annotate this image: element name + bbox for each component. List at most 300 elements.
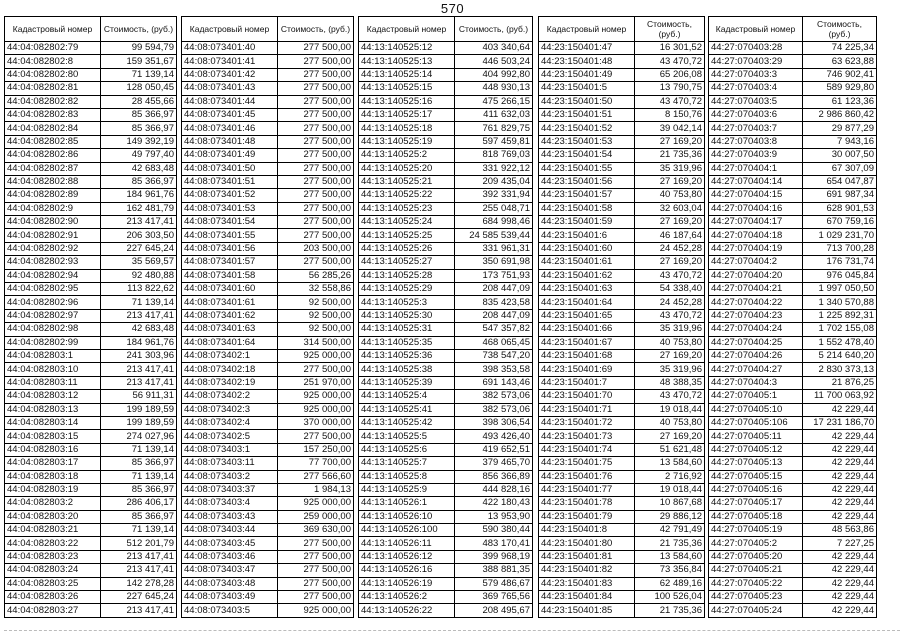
cadastral-number-cell: 44:13:140525:2	[359, 149, 455, 162]
cost-cell: 71 139,14	[101, 470, 177, 483]
table-row	[709, 122, 877, 135]
table-row	[539, 390, 705, 403]
cost-cell: 21 735,36	[635, 149, 705, 162]
cadastral-number-cell: 44:27:070403:9	[709, 149, 803, 162]
cost-cell: 42 229,44	[803, 443, 877, 456]
cadastral-number-cell: 44:04:082802:93	[5, 256, 101, 269]
cost-cell: 274 027,96	[101, 430, 177, 443]
cost-cell: 475 266,15	[455, 95, 533, 108]
cost-cell: 85 366,97	[101, 483, 177, 496]
table-row	[182, 202, 354, 215]
cost-cell: 277 500,00	[278, 135, 354, 148]
cadastral-number-cell: 44:23:150401:60	[539, 242, 635, 255]
cost-cell: 925 000,00	[278, 349, 354, 362]
table-row	[709, 403, 877, 416]
cost-cell: 99 594,79	[101, 42, 177, 55]
table-block-3	[358, 16, 533, 618]
table-row	[182, 483, 354, 496]
cadastral-number-cell: 44:04:082803:26	[5, 591, 101, 604]
cost-cell: 43 470,72	[635, 55, 705, 68]
cost-cell: 203 500,00	[278, 242, 354, 255]
header-cadastral: Кадастровый номер	[182, 17, 278, 42]
table-row	[539, 349, 705, 362]
cost-cell: 27 169,20	[635, 216, 705, 229]
cadastral-number-cell: 44:13:140525:17	[359, 108, 455, 121]
cadastral-number-cell: 44:04:082802:88	[5, 175, 101, 188]
cadastral-number-cell: 44:27:070403:8	[709, 135, 803, 148]
cost-cell: 277 500,00	[278, 564, 354, 577]
table-row	[5, 577, 177, 590]
table-row	[5, 229, 177, 242]
table-row	[539, 229, 705, 242]
cost-cell: 314 500,00	[278, 336, 354, 349]
cadastral-number-cell: 44:04:082803:21	[5, 524, 101, 537]
cadastral-number-cell: 44:23:150401:62	[539, 269, 635, 282]
cadastral-number-cell: 44:04:082802:98	[5, 323, 101, 336]
table-row	[182, 497, 354, 510]
cadastral-number-cell: 44:23:150401:57	[539, 189, 635, 202]
cost-cell: 213 417,41	[101, 216, 177, 229]
cost-cell: 835 423,58	[455, 296, 533, 309]
table-row	[359, 323, 533, 336]
cost-cell: 32 603,04	[635, 202, 705, 215]
cadastral-number-cell: 44:08:073401:63	[182, 323, 278, 336]
cadastral-number-cell: 44:23:150401:50	[539, 95, 635, 108]
table-row	[5, 42, 177, 55]
cadastral-number-cell: 44:23:150401:8	[539, 524, 635, 537]
cadastral-number-cell: 44:04:082802:81	[5, 82, 101, 95]
cadastral-number-cell: 44:23:150401:78	[539, 497, 635, 510]
cadastral-number-cell: 44:27:070403:7	[709, 122, 803, 135]
cost-cell: 62 489,16	[635, 577, 705, 590]
cost-cell: 21 735,36	[635, 604, 705, 617]
cost-cell: 227 645,24	[101, 591, 177, 604]
cadastral-number-cell: 44:23:150401:53	[539, 135, 635, 148]
cost-cell: 761 829,75	[455, 122, 533, 135]
table-row	[709, 283, 877, 296]
cadastral-number-cell: 44:27:070403:3	[709, 68, 803, 81]
table-row	[709, 604, 877, 617]
cadastral-number-cell: 44:04:082802:94	[5, 269, 101, 282]
cadastral-number-cell: 44:08:073402:4	[182, 416, 278, 429]
cadastral-number-cell: 44:23:150401:48	[539, 55, 635, 68]
cadastral-number-cell: 44:08:073402:1	[182, 349, 278, 362]
table-row	[5, 349, 177, 362]
cost-cell: 1 029 231,70	[803, 229, 877, 242]
table-row	[5, 149, 177, 162]
cost-cell: 42 683,48	[101, 162, 177, 175]
cadastral-number-cell: 44:08:073401:50	[182, 162, 278, 175]
table-row	[5, 323, 177, 336]
table-row	[709, 457, 877, 470]
cost-cell: 149 392,19	[101, 135, 177, 148]
cadastral-number-cell: 44:23:150401:52	[539, 122, 635, 135]
table-row	[709, 296, 877, 309]
table-row	[182, 564, 354, 577]
table-row	[709, 336, 877, 349]
table-row	[182, 577, 354, 590]
cadastral-number-cell: 44:23:150401:7	[539, 376, 635, 389]
table-row	[5, 283, 177, 296]
cadastral-number-cell: 44:04:082802:85	[5, 135, 101, 148]
table-row	[5, 363, 177, 376]
cost-cell: 24 452,28	[635, 242, 705, 255]
cost-cell: 42 229,44	[803, 550, 877, 563]
cadastral-number-cell: 44:08:073403:43	[182, 510, 278, 523]
table-row	[5, 108, 177, 121]
cadastral-number-cell: 44:08:073401:44	[182, 95, 278, 108]
cadastral-number-cell: 44:27:070403:6	[709, 108, 803, 121]
cadastral-number-cell: 44:13:140525:12	[359, 42, 455, 55]
cadastral-number-cell: 44:27:070405:106	[709, 416, 803, 429]
cost-cell: 85 366,97	[101, 457, 177, 470]
cost-cell: 512 201,79	[101, 537, 177, 550]
cadastral-number-cell: 44:23:150401:49	[539, 68, 635, 81]
table-body	[709, 42, 877, 618]
cost-cell: 173 751,93	[455, 269, 533, 282]
cost-cell: 398 353,58	[455, 363, 533, 376]
cadastral-number-cell: 44:08:073403:45	[182, 537, 278, 550]
cost-cell: 419 652,51	[455, 443, 533, 456]
table-row	[539, 510, 705, 523]
table-row	[709, 55, 877, 68]
table-row	[709, 430, 877, 443]
cost-cell: 277 500,00	[278, 175, 354, 188]
cost-cell: 13 584,60	[635, 550, 705, 563]
table-row	[182, 162, 354, 175]
table-row	[359, 162, 533, 175]
table-row	[182, 229, 354, 242]
table-row	[539, 149, 705, 162]
cost-cell: 24 452,28	[635, 296, 705, 309]
cost-cell: 176 731,74	[803, 256, 877, 269]
cost-cell: 61 123,36	[803, 95, 877, 108]
table-row	[359, 202, 533, 215]
cadastral-number-cell: 44:04:082802:87	[5, 162, 101, 175]
cadastral-number-cell: 44:04:082803:24	[5, 564, 101, 577]
header-cost: Стоимость, (руб.)	[803, 17, 877, 42]
cadastral-number-cell: 44:13:140525:36	[359, 349, 455, 362]
cadastral-number-cell: 44:23:150401:76	[539, 470, 635, 483]
cost-cell: 446 503,24	[455, 55, 533, 68]
cadastral-number-cell: 44:23:150401:84	[539, 591, 635, 604]
table-row	[709, 470, 877, 483]
cost-cell: 85 366,97	[101, 122, 177, 135]
cadastral-number-cell: 44:04:082803:2	[5, 497, 101, 510]
table-row	[709, 416, 877, 429]
cadastral-number-cell: 44:13:140525:15	[359, 82, 455, 95]
cadastral-number-cell: 44:27:070403:5	[709, 95, 803, 108]
cost-cell: 589 929,80	[803, 82, 877, 95]
cost-cell: 40 753,80	[635, 336, 705, 349]
cost-cell: 483 170,41	[455, 537, 533, 550]
cadastral-number-cell: 44:23:150401:56	[539, 175, 635, 188]
cost-cell: 128 050,45	[101, 82, 177, 95]
cadastral-number-cell: 44:23:150401:77	[539, 483, 635, 496]
table-row	[359, 108, 533, 121]
table-row	[359, 82, 533, 95]
cadastral-number-cell: 44:08:073403:1	[182, 443, 278, 456]
table-row	[539, 323, 705, 336]
cadastral-number-cell: 44:23:150401:66	[539, 323, 635, 336]
cadastral-number-cell: 44:13:140525:42	[359, 416, 455, 429]
cost-cell: 48 563,86	[803, 524, 877, 537]
cost-cell: 277 500,00	[278, 68, 354, 81]
cost-cell: 42 229,44	[803, 591, 877, 604]
cadastral-number-cell: 44:08:073403:49	[182, 591, 278, 604]
cost-cell: 251 970,00	[278, 376, 354, 389]
table-row	[359, 470, 533, 483]
cadastral-number-cell: 44:27:070405:2	[709, 537, 803, 550]
cadastral-number-cell: 44:23:150401:68	[539, 349, 635, 362]
cadastral-number-cell: 44:04:082802:84	[5, 122, 101, 135]
cost-cell: 277 500,00	[278, 430, 354, 443]
table-row	[709, 591, 877, 604]
cadastral-number-cell: 44:04:082803:17	[5, 457, 101, 470]
table-row	[5, 430, 177, 443]
cadastral-number-cell: 44:04:082802:79	[5, 42, 101, 55]
table-row	[539, 175, 705, 188]
cost-cell: 331 922,12	[455, 162, 533, 175]
cost-cell: 2 716,92	[635, 470, 705, 483]
table-row	[539, 336, 705, 349]
cost-cell: 277 500,00	[278, 189, 354, 202]
table-row	[539, 577, 705, 590]
cadastral-number-cell: 44:08:073401:53	[182, 202, 278, 215]
cadastral-number-cell: 44:04:082803:11	[5, 376, 101, 389]
cost-cell: 350 691,98	[455, 256, 533, 269]
cost-cell: 29 886,12	[635, 510, 705, 523]
cost-cell: 27 169,20	[635, 349, 705, 362]
cost-cell: 74 225,34	[803, 42, 877, 55]
cadastral-number-cell: 44:08:073401:57	[182, 256, 278, 269]
table-row	[359, 42, 533, 55]
table-row	[709, 443, 877, 456]
cadastral-number-cell: 44:08:073401:46	[182, 122, 278, 135]
cost-cell: 213 417,41	[101, 309, 177, 322]
cost-cell: 43 470,72	[635, 390, 705, 403]
table-row	[359, 95, 533, 108]
table-row	[182, 604, 354, 617]
cadastral-number-cell: 44:13:140526:16	[359, 564, 455, 577]
cadastral-number-cell: 44:04:082803:25	[5, 577, 101, 590]
cost-cell: 398 306,54	[455, 416, 533, 429]
cost-cell: 17 231 186,70	[803, 416, 877, 429]
table-row	[5, 135, 177, 148]
cadastral-number-cell: 44:27:070405:18	[709, 510, 803, 523]
cadastral-number-cell: 44:23:150401:75	[539, 457, 635, 470]
cadastral-number-cell: 44:27:070405:11	[709, 430, 803, 443]
cost-cell: 277 500,00	[278, 42, 354, 55]
cost-cell: 43 470,72	[635, 95, 705, 108]
table-row	[182, 216, 354, 229]
cost-cell: 42 229,44	[803, 510, 877, 523]
table-row	[5, 564, 177, 577]
table-row	[359, 363, 533, 376]
cadastral-number-cell: 44:13:140525:39	[359, 376, 455, 389]
table-row	[359, 309, 533, 322]
table-row	[709, 537, 877, 550]
table-row	[709, 175, 877, 188]
cadastral-number-cell: 44:08:073402:5	[182, 430, 278, 443]
table-row	[359, 524, 533, 537]
cost-cell: 48 388,35	[635, 376, 705, 389]
table-row	[539, 604, 705, 617]
cost-cell: 1 984,13	[278, 483, 354, 496]
cost-cell: 7 227,25	[803, 537, 877, 550]
table-row	[709, 577, 877, 590]
cost-cell: 184 961,76	[101, 336, 177, 349]
cost-cell: 259 000,00	[278, 510, 354, 523]
table-row	[709, 68, 877, 81]
cost-cell: 13 790,75	[635, 82, 705, 95]
cadastral-number-cell: 44:08:073403:48	[182, 577, 278, 590]
cost-cell: 63 623,88	[803, 55, 877, 68]
table-row	[539, 363, 705, 376]
cost-cell: 21 876,25	[803, 376, 877, 389]
cadastral-number-cell: 44:08:073401:52	[182, 189, 278, 202]
cadastral-number-cell: 44:13:140525:23	[359, 202, 455, 215]
header-cost: Стоимость, (руб.)	[635, 17, 705, 42]
cost-cell: 277 500,00	[278, 216, 354, 229]
table-row	[182, 149, 354, 162]
cadastral-number-cell: 44:27:070404:18	[709, 229, 803, 242]
cadastral-number-cell: 44:08:073403:4	[182, 497, 278, 510]
cadastral-number-cell: 44:04:082802:83	[5, 108, 101, 121]
cadastral-number-cell: 44:13:140525:3	[359, 296, 455, 309]
cost-cell: 35 319,96	[635, 162, 705, 175]
table-row	[5, 457, 177, 470]
cost-cell: 277 500,00	[278, 95, 354, 108]
cost-cell: 54 338,40	[635, 283, 705, 296]
table-row	[182, 550, 354, 563]
cadastral-table	[538, 16, 705, 618]
cadastral-number-cell: 44:08:073403:37	[182, 483, 278, 496]
cost-cell: 277 500,00	[278, 82, 354, 95]
cost-cell: 369 630,00	[278, 524, 354, 537]
table-row	[539, 550, 705, 563]
cadastral-number-cell: 44:08:073403:44	[182, 524, 278, 537]
cadastral-number-cell: 44:23:150401:6	[539, 229, 635, 242]
cost-cell: 159 351,67	[101, 55, 177, 68]
table-row	[539, 497, 705, 510]
table-row	[359, 497, 533, 510]
cadastral-number-cell: 44:04:082802:80	[5, 68, 101, 81]
cadastral-number-cell: 44:27:070404:26	[709, 349, 803, 362]
cadastral-number-cell: 44:04:082802:97	[5, 309, 101, 322]
table-row	[359, 403, 533, 416]
table-row	[359, 430, 533, 443]
cost-cell: 100 526,04	[635, 591, 705, 604]
cadastral-number-cell: 44:13:140525:16	[359, 95, 455, 108]
cost-cell: 42 229,44	[803, 457, 877, 470]
cost-cell: 404 992,80	[455, 68, 533, 81]
cadastral-number-cell: 44:27:070403:4	[709, 82, 803, 95]
cadastral-number-cell: 44:23:150401:64	[539, 296, 635, 309]
cost-cell: 818 769,03	[455, 149, 533, 162]
cost-cell: 493 426,40	[455, 430, 533, 443]
cadastral-number-cell: 44:27:070404:15	[709, 189, 803, 202]
table-row	[182, 390, 354, 403]
cost-cell: 1 225 892,31	[803, 309, 877, 322]
table-row	[5, 68, 177, 81]
cadastral-number-cell: 44:04:082802:89	[5, 189, 101, 202]
cadastral-number-cell: 44:23:150401:5	[539, 82, 635, 95]
table-row	[709, 42, 877, 55]
cadastral-number-cell: 44:04:082802:91	[5, 229, 101, 242]
cost-cell: 277 500,00	[278, 122, 354, 135]
table-row	[359, 189, 533, 202]
cost-cell: 92 480,88	[101, 269, 177, 282]
cost-cell: 213 417,41	[101, 550, 177, 563]
cadastral-number-cell: 44:13:140525:26	[359, 242, 455, 255]
cost-cell: 27 169,20	[635, 430, 705, 443]
cadastral-number-cell: 44:27:070405:15	[709, 470, 803, 483]
table-row	[539, 564, 705, 577]
cost-cell: 370 000,00	[278, 416, 354, 429]
table-row	[5, 470, 177, 483]
cadastral-number-cell: 44:13:140525:9	[359, 483, 455, 496]
cadastral-number-cell: 44:27:070403:29	[709, 55, 803, 68]
cost-cell: 27 169,20	[635, 256, 705, 269]
cost-cell: 29 877,29	[803, 122, 877, 135]
table-block-4	[538, 16, 705, 618]
cost-cell: 691 143,46	[455, 376, 533, 389]
table-row	[182, 537, 354, 550]
table-row	[5, 242, 177, 255]
table-row	[5, 122, 177, 135]
cadastral-number-cell: 44:13:140525:5	[359, 430, 455, 443]
table-row	[182, 376, 354, 389]
table-row	[359, 122, 533, 135]
cadastral-number-cell: 44:08:073401:51	[182, 175, 278, 188]
cadastral-number-cell: 44:27:070405:23	[709, 591, 803, 604]
cost-cell: 199 189,59	[101, 416, 177, 429]
cadastral-number-cell: 44:27:070405:13	[709, 457, 803, 470]
cost-cell: 277 500,00	[278, 591, 354, 604]
page-number: 570	[440, 1, 465, 16]
cadastral-number-cell: 44:13:140526:1	[359, 497, 455, 510]
cost-cell: 241 303,96	[101, 349, 177, 362]
cadastral-number-cell: 44:27:070404:21	[709, 283, 803, 296]
cost-cell: 42 229,44	[803, 430, 877, 443]
cadastral-number-cell: 44:23:150401:83	[539, 577, 635, 590]
cost-cell: 40 753,80	[635, 416, 705, 429]
table-row	[5, 82, 177, 95]
cadastral-number-cell: 44:08:073401:60	[182, 283, 278, 296]
cost-cell: 444 828,16	[455, 483, 533, 496]
cost-cell: 379 465,70	[455, 457, 533, 470]
table-row	[709, 256, 877, 269]
tables-area	[4, 16, 900, 616]
table-row	[359, 604, 533, 617]
cost-cell: 42 229,44	[803, 403, 877, 416]
cost-cell: 13 953,90	[455, 510, 533, 523]
cadastral-number-cell: 44:08:073401:43	[182, 82, 278, 95]
cadastral-number-cell: 44:27:070405:16	[709, 483, 803, 496]
table-row	[182, 416, 354, 429]
table-row	[5, 256, 177, 269]
cost-cell: 42 229,44	[803, 564, 877, 577]
cost-cell: 856 366,89	[455, 470, 533, 483]
table-row	[359, 537, 533, 550]
header-cadastral: Кадастровый номер	[5, 17, 101, 42]
cadastral-number-cell: 44:23:150401:71	[539, 403, 635, 416]
cost-cell: 30 007,50	[803, 149, 877, 162]
cadastral-number-cell: 44:23:150401:59	[539, 216, 635, 229]
cost-cell: 32 558,86	[278, 283, 354, 296]
cadastral-number-cell: 44:13:140525:20	[359, 162, 455, 175]
